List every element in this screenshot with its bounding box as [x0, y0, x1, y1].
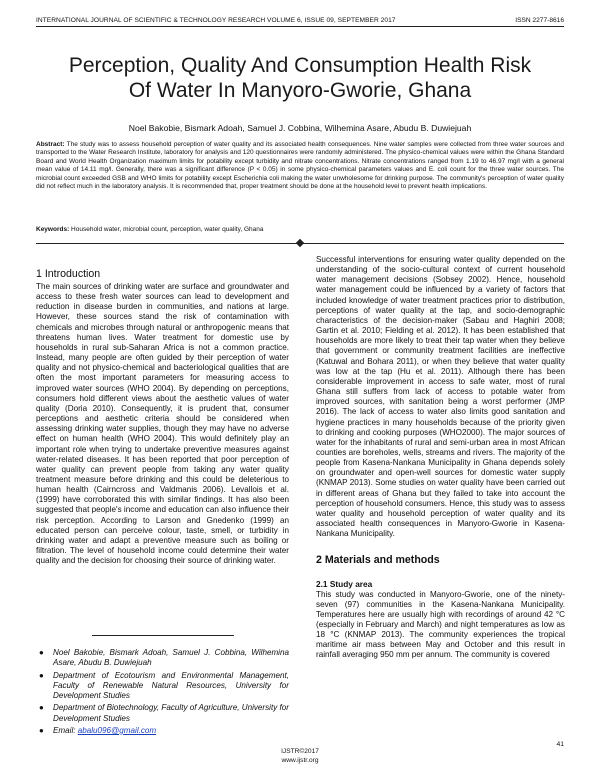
footnote-item: [39, 703, 289, 723]
journal-header: INTERNATIONAL JOURNAL OF SCIENTIFIC & TECHNOLOGY RESEARCH VOLUME 6, ISSUE 09, SEPTEMBER 2017: [36, 17, 396, 24]
footer-copyright: IJSTR©2017: [281, 748, 319, 755]
bullet-icon: ●: [39, 703, 44, 713]
keywords: [36, 226, 564, 234]
paper-title: [36, 53, 564, 103]
intro-paragraph-1: The main sources of drinking water are surface and groundwater and access to these fresh water sources can lead to development and reduction in disease burden in communities, and nations at large. However, these sources stand the risk of contamination with chemicals and microbes through natural or anthropogenic means that threatens human lives. Water treatment for domestic use by households in rural sub-Saharan Africa is not a common practice. Instead, many people are often guided by their perception of water quality and not physico-chemical and bacteriological qualities that are often the most important parameters for measuring access to improved water sources (WHO 2004). By depending on perceptions, consumers hold different views about the aesthetic values of water quality (Doria 2010). Consequently, it is prudent that, consumer perceptions and aesthetic criteria should be considered when assessing drinking water supplies, though they may have no adverse effect on human health (WHO 2004). This would definitely play an important role when trying to undertake preventive measures against water-related diseases. It has been reported that poor perception of water quality can prevent people from taking any water quality treatment measure before drinking and this could be deleterious to human health (Cairncross and Valdmanis 2006). Levallois et al. (1999) have corroborated this with similar findings. It has also been suggested that people's income and education can also influence their risk perception. According to Larson and Gnedenko (1999) an educated person can perceive colour, taste, smell, or turbidity in drinking water and adapt a preventive measure such as boiling or filtration. The level of household income could determine their water quality and the decision for choosing their source of drinking water.: [36, 282, 289, 566]
section-1-heading: 1 Introduction: [36, 268, 101, 280]
study-area-paragraph: This study was conducted in Manyoro-Gworie, one of the ninety-seven (97) communities in the Kasena-Nankana Municipality. Temperatures here are usually high with recordings of around 42 °C (especially in February and March) and night temperatures as low as 18 °C (KNMAP 2013). The community experiences the tropical maritime air mass between May and October and this result in rainfall averaging 950 mm per annum. The community is covered: [316, 589, 565, 660]
footer-website[interactable]: www.ijstr.org: [281, 757, 319, 764]
footnote-text: Department of Biotechnology, Faculty of Agriculture, University for Development Studies: [53, 703, 289, 723]
footnote-item: [39, 648, 289, 668]
left-column: [36, 268, 289, 566]
email-link[interactable]: abalu096@gmail.com: [77, 725, 157, 735]
header-rule: [36, 26, 564, 27]
footnote-text: Noel Bakobie, Bismark Adoah, Samuel J. Cobbina, Wilhemina Asare, Abudu B. Duwiejuah: [53, 648, 289, 668]
footnote-item: [39, 670, 289, 701]
bullet-icon: ●: [39, 670, 44, 680]
section-separator: [36, 240, 564, 248]
author-list: Noel Bakobie, Bismark Adoah, Samuel J. Cobbina, Wilhemina Asare, Abudu B. Duwiejuah: [128, 123, 472, 133]
separator-diamond-icon: [296, 239, 304, 247]
abstract-text: The study was to assess household perception of water quality and its associated health consequences. Nine water samples were collected from three water sources and transported to the Water Research Institute, laboratory for analysis and 120 questionnaires were randomly administered. The physico-chemical values were within the Ghana Standard Board and World Health Organization maximum limits for potability except turbidity and nitrate concentrations. Nitrate concentrations ranged from 1.19 to 46.97 mg/l with a general mean value of 14.11 mg/l. Generally, there was a significant difference (P < 0.05) in some physico-chemical parameters values and E. coli count for the three water sources. The microbial count exceeded GSB and WHO limits for potability except Escherichia coli making the water unwholesome for drinking purpose. The community's perception of water quality did not reflect much in the laboratory analysis. It is recommended that, proper treatment should be done at the household level to prevent health implications.: [36, 141, 564, 191]
subsection-2-1-heading: 2.1 Study area: [316, 579, 373, 590]
title-line-1: Perception, Quality And Consumption Health Risk: [68, 54, 532, 77]
right-column: [316, 255, 565, 661]
footnote-rule: [92, 635, 234, 636]
abstract-label: Abstract:: [36, 141, 65, 148]
bullet-icon: ●: [39, 648, 44, 657]
issn-header: ISSN 2277-8616: [515, 17, 564, 24]
page-number: 41: [556, 741, 564, 748]
email-label: Email:: [53, 725, 78, 735]
keywords-label: Keywords:: [36, 226, 70, 233]
footnotes: [36, 648, 289, 738]
keywords-text: Household water, microbial count, perception, water quality, Ghana: [69, 226, 264, 233]
section-2-heading: 2 Materials and methods: [316, 554, 440, 567]
footnote-text: Department of Ecotourism and Environmental Management, Faculty of Renewable Natural Resources, University for Development Studies: [53, 670, 289, 700]
footnote-item: [39, 725, 289, 736]
abstract: [36, 141, 564, 191]
intro-paragraph-2: Successful interventions for ensuring water quality depended on the understanding of the socio-cultural context of current household water management decisions (Sobsey 2002). Hence, household water management could be influenced by a variety of factors that included knowledge of water treatment practices prior to distribution, perceptions of water quality at the tap, and socio-demographic characteristics of the decision-maker (Sabau and Haghiri 2008; Gartin et al. 2010; Fielding et al. 2012). It has been established that households are more likely to treat their tap water when they believe that government or community treatment facilities are ineffective (Katuwal and Bohara 2011), or when they believe that water quality was low at the tap (Hu et al. 2011). Although there has been considerable improvement in access to safe water, most of rural Ghana still suffers from lack of access to potable water from improved sources, with sanitation being a worst performer (JMP 2016). The lack of access to water also limits good sanitation and hygiene practices in many households because of the priority given to drinking and cooking purposes (WHO2000). The major sources of water for the inhabitants of rural and semi-urban area in most African counties are boreholes, wells, streams and rivers. The majority of the people from Kasena-Nankana Municipality in Ghana depends solely on groundwater and open-well sources for domestic water supply (KNMAP 2013). Some studies on water quality have been carried out in different areas of Ghana but they failed to take into account the perception of household consumers. Hence, this study was to assess water quality and household perception of water quality and its associated health consequences in Manyoro-Gworie in Kasena-Nankana Municipality.: [316, 255, 565, 539]
bullet-icon: ●: [39, 725, 44, 735]
title-line-2: Of Water In Manyoro-Gworie, Ghana: [128, 79, 472, 102]
